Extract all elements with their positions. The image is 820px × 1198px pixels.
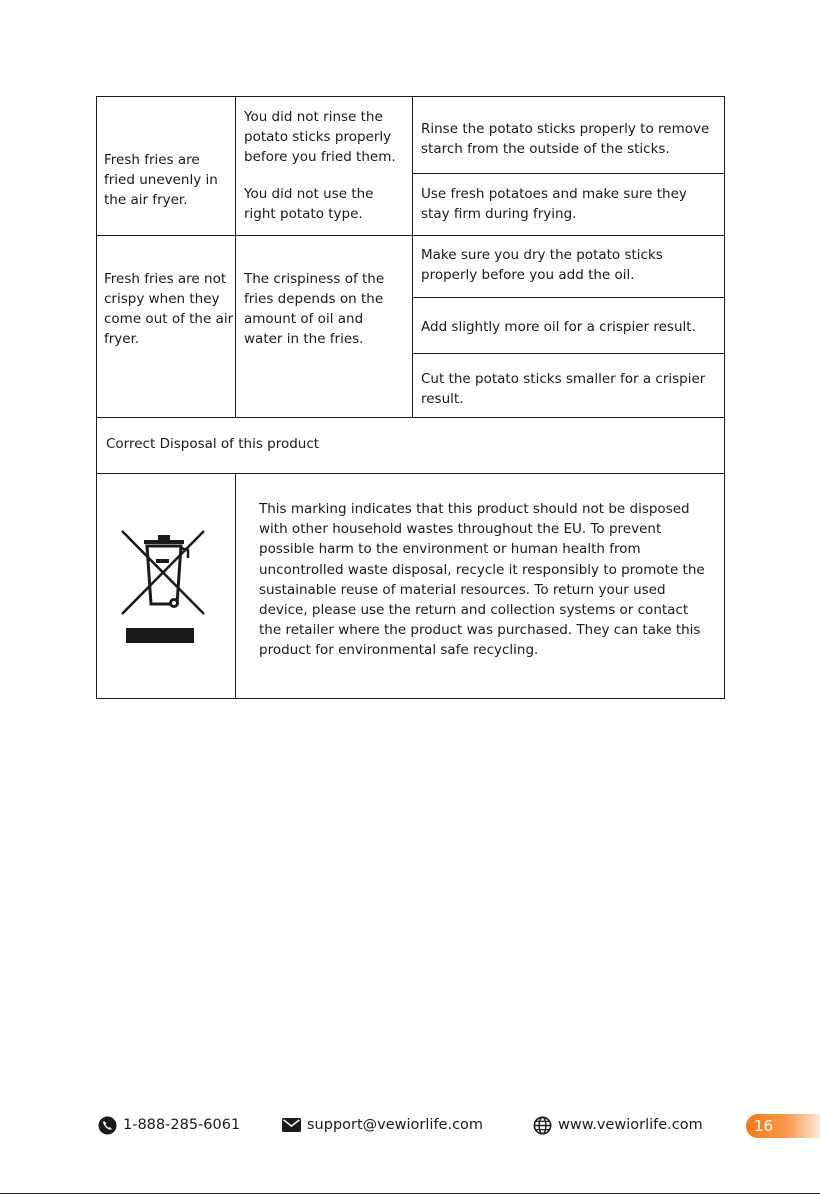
footer-website[interactable] bbox=[533, 1113, 703, 1137]
row-divider bbox=[412, 297, 725, 298]
row-divider bbox=[96, 235, 725, 236]
cause-cell: You did not use the right potato type. bbox=[244, 186, 374, 222]
solution-cell: Add slightly more oil for a crispier result. bbox=[421, 319, 696, 335]
envelope-icon bbox=[282, 1118, 301, 1132]
solution-cell: Use fresh potatoes and make sure they stay firm during frying. bbox=[421, 186, 687, 222]
cause-cell: You did not rinse the potato sticks properly before you fried them. bbox=[244, 109, 396, 165]
email-address: support@vewiorlife.com bbox=[307, 1117, 484, 1133]
phone-number: 1-888-285-6061 bbox=[123, 1117, 241, 1133]
footer-phone[interactable] bbox=[98, 1113, 240, 1137]
disposal-heading: Correct Disposal of this product bbox=[106, 436, 320, 452]
column-divider bbox=[235, 96, 236, 417]
bottom-divider bbox=[0, 1193, 820, 1194]
cause-cell: The crispiness of the fries depends on the amount of oil and water in the fries. bbox=[244, 271, 385, 347]
phone-icon bbox=[98, 1116, 117, 1135]
row-divider bbox=[96, 417, 725, 418]
solution-cell: Rinse the potato sticks properly to remove starch from the outside of the sticks. bbox=[421, 121, 710, 157]
column-divider bbox=[235, 473, 236, 699]
solution-cell: Make sure you dry the potato sticks properly before you add the oil. bbox=[421, 247, 663, 283]
globe-icon bbox=[533, 1116, 552, 1135]
row-divider bbox=[96, 473, 725, 474]
row-divider bbox=[412, 173, 725, 174]
problem-cell: Fresh fries are fried unevenly in the air fryer. bbox=[104, 152, 218, 208]
footer bbox=[0, 1113, 820, 1137]
website-url: www.vewiorlife.com bbox=[558, 1117, 703, 1133]
disposal-text: This marking indicates that this product should not be disposed with other household wastes throughout the EU. To prevent possible harm to the environment or human health from uncontrolled waste disposal, recycle it responsibly to promote the sustainable reuse of material resources. To return your used device, please use the return and collection systems or contact the retailer where the product was purchased. They can take this product for environmental safe recycling. bbox=[259, 501, 705, 659]
row-divider bbox=[412, 353, 725, 354]
footer-email[interactable] bbox=[282, 1113, 483, 1137]
page-number: 16 bbox=[746, 1114, 820, 1138]
problem-cell: Fresh fries are not crispy when they come out of the air fryer. bbox=[104, 271, 234, 347]
crossed-out-wheelie-bin-icon bbox=[118, 526, 208, 646]
solution-cell: Cut the potato sticks smaller for a crispier result. bbox=[421, 371, 706, 407]
column-divider bbox=[412, 96, 413, 417]
